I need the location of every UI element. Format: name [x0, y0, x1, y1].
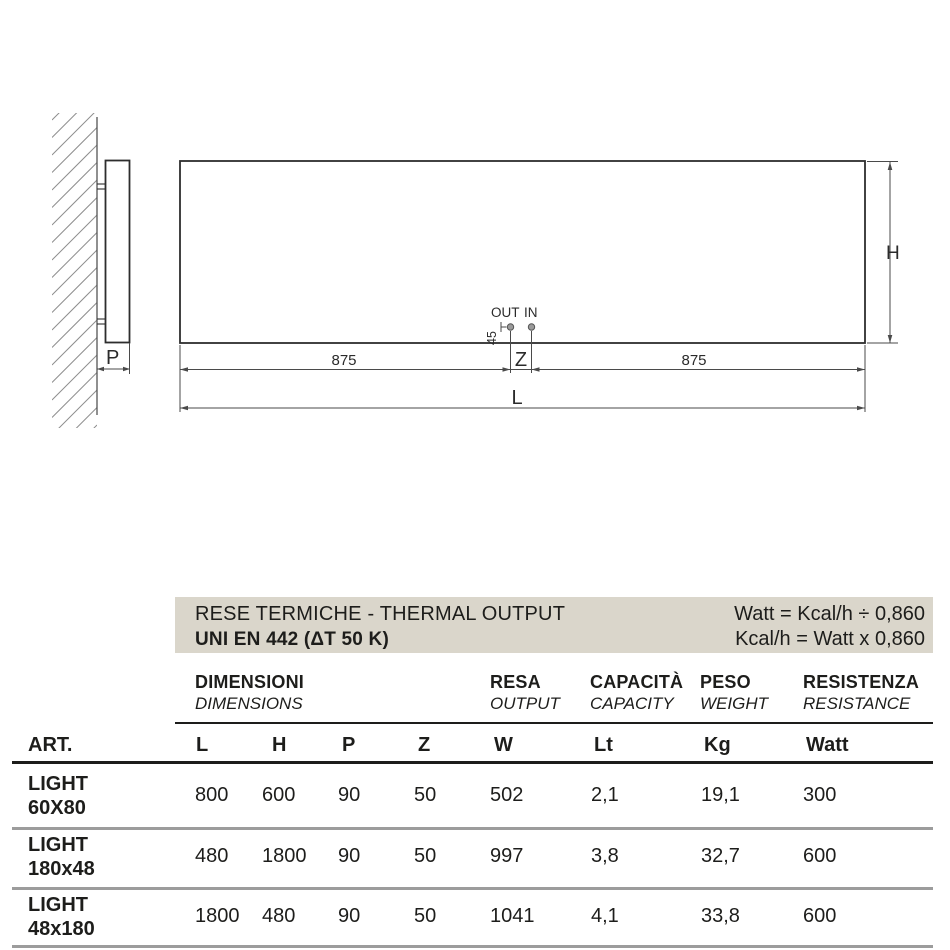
article-name: LIGHT — [28, 834, 88, 856]
cell-h: 1800 — [262, 845, 307, 867]
column-header-kg: Kg — [704, 734, 731, 756]
column-header-art: ART. — [28, 734, 73, 756]
column-header-p: P — [342, 734, 356, 756]
group-header-en: RESISTANCE — [803, 694, 911, 713]
cell-w: 997 — [490, 845, 524, 867]
article-size: 180x48 — [28, 858, 95, 880]
formula-watt: Watt = Kcal/h ÷ 0,860 — [734, 603, 925, 625]
column-header-w: W — [494, 734, 513, 756]
group-header-en: OUTPUT — [490, 694, 560, 713]
group-header-capacity — [590, 672, 683, 714]
column-header-watt: Watt — [806, 734, 849, 756]
group-header-output — [490, 672, 560, 714]
out-label: OUT — [491, 305, 520, 320]
left-span-label: 875 — [331, 352, 357, 369]
group-header-it: CAPACITÀ — [590, 672, 684, 692]
cell-h: 480 — [262, 905, 296, 927]
l-dimension-label: L — [511, 387, 523, 409]
technical-drawing — [0, 0, 950, 470]
out-connection — [507, 324, 513, 330]
cell-w: 502 — [490, 784, 524, 806]
cell-l: 480 — [195, 845, 229, 867]
group-header-resistance — [803, 672, 919, 714]
radiator-front-view — [180, 161, 865, 343]
p-dimension-label: P — [106, 347, 120, 369]
cell-l: 1800 — [195, 905, 240, 927]
header-rule-thick — [12, 761, 933, 764]
column-header-h: H — [272, 734, 287, 756]
in-label: IN — [524, 305, 538, 320]
in-connection — [528, 324, 534, 330]
column-header-lt: Lt — [594, 734, 613, 756]
cell-z: 50 — [414, 784, 437, 806]
row-separator — [12, 945, 933, 948]
group-header-it: RESA — [490, 672, 541, 692]
cell-watt: 600 — [803, 845, 837, 867]
wall-hatch — [52, 75, 97, 470]
radiator-side-view — [97, 161, 130, 343]
group-header-weight — [700, 672, 768, 714]
cell-p: 90 — [338, 905, 361, 927]
cell-h: 600 — [262, 784, 296, 806]
cell-kg: 32,7 — [701, 845, 740, 867]
article-name: LIGHT — [28, 773, 88, 795]
group-header-en: CAPACITY — [590, 694, 674, 713]
cell-watt: 300 — [803, 784, 837, 806]
conversion-formulas — [734, 602, 925, 653]
article-name: LIGHT — [28, 894, 88, 916]
cell-kg: 19,1 — [701, 784, 740, 806]
cell-p: 90 — [338, 845, 361, 867]
offset-dimension-label: 45 — [485, 331, 499, 345]
z-dimension-label: Z — [514, 349, 528, 371]
group-header-en: DIMENSIONS — [195, 694, 303, 713]
cell-l: 800 — [195, 784, 229, 806]
cell-lt: 4,1 — [591, 905, 619, 927]
article-size: 60X80 — [28, 797, 86, 819]
group-header-dimensions — [195, 672, 304, 714]
band-titles — [195, 602, 565, 653]
cell-p: 90 — [338, 784, 361, 806]
band-subtitle: UNI EN 442 (ΔT 50 K) — [195, 629, 389, 650]
cell-lt: 2,1 — [591, 784, 619, 806]
cell-z: 50 — [414, 905, 437, 927]
group-header-it: DIMENSIONI — [195, 672, 305, 692]
table-row-article — [28, 833, 95, 881]
thermal-output-header — [175, 597, 933, 653]
group-header-it: PESO — [700, 672, 751, 692]
row-separator — [12, 887, 933, 890]
cell-w: 1041 — [490, 905, 535, 927]
table-row-article — [28, 772, 88, 820]
column-header-z: Z — [418, 734, 431, 756]
group-header-it: RESISTENZA — [803, 672, 920, 692]
header-rule-thin — [175, 722, 933, 724]
right-span-label: 875 — [681, 352, 707, 369]
row-separator — [12, 827, 933, 830]
h-dimension-label: H — [886, 243, 900, 264]
group-header-en: WEIGHT — [700, 694, 768, 713]
band-title: RESE TERMICHE - THERMAL OUTPUT — [195, 603, 566, 625]
cell-lt: 3,8 — [591, 845, 619, 867]
cell-watt: 600 — [803, 905, 837, 927]
column-header-l: L — [196, 734, 209, 756]
table-row-article — [28, 893, 95, 941]
cell-z: 50 — [414, 845, 437, 867]
cell-kg: 33,8 — [701, 905, 740, 927]
formula-kcal: Kcal/h = Watt x 0,860 — [735, 628, 925, 650]
article-size: 48x180 — [28, 918, 95, 940]
